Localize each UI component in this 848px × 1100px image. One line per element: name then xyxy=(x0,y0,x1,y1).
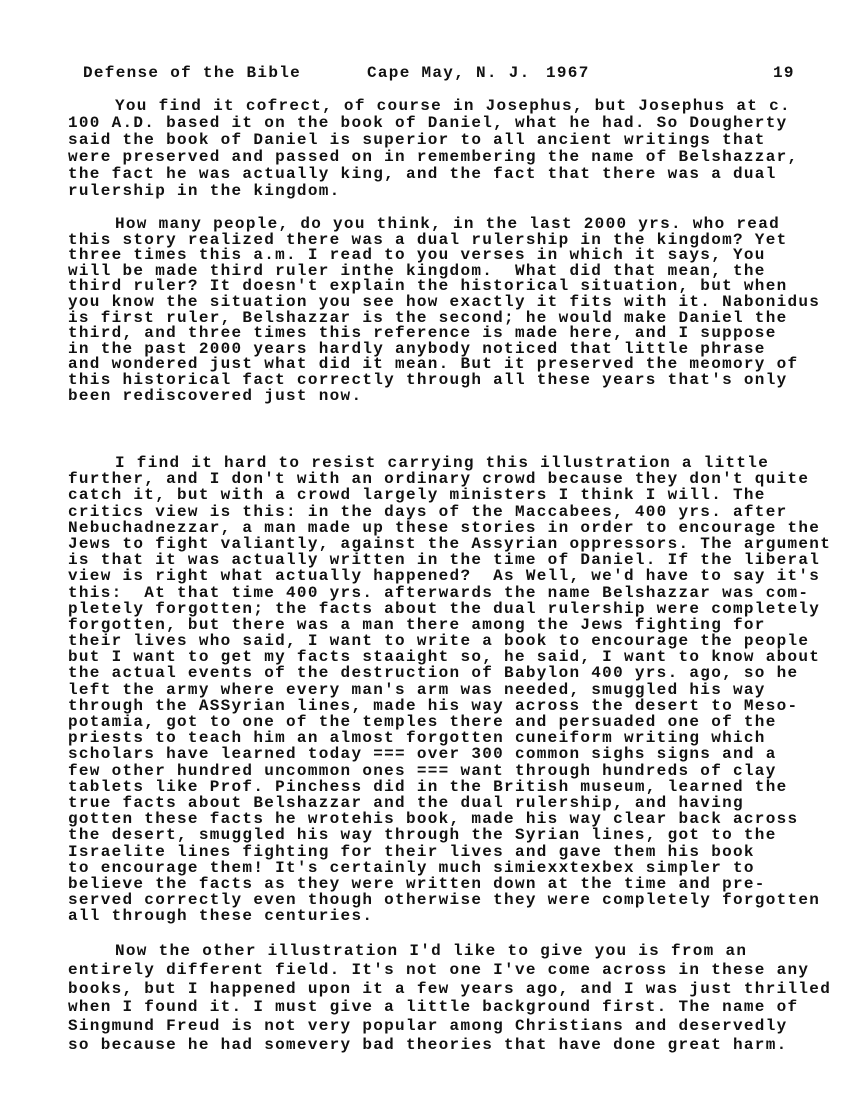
text-line: will be made third ruler inthe kingdom. What did that mean, the xyxy=(68,261,766,280)
text-line: you know the situation you see how exactly it fits with it. Nabonidus xyxy=(68,292,821,311)
text-line: I find it hard to resist carrying this illustration a little xyxy=(115,454,770,472)
header-year: 1967 xyxy=(546,64,590,82)
text-line: Jews to fight valiantly, against the Assyrian oppressors. The argument xyxy=(68,534,832,553)
text-line: served correctly even though otherwise they were completely forgotten xyxy=(68,891,821,910)
text-line: three times this a.m. I read to you verses in which it says, You xyxy=(68,246,766,265)
text-line: third, and three times this reference is made here, and I suppose xyxy=(68,324,777,343)
text-line: priests to teach him an almost forgotten cuneiform writing which xyxy=(68,729,766,748)
text-line: Singmund Freud is not very popular among Christians and deservedly xyxy=(68,1017,788,1036)
text-line: catch it, but with a crowd largely ministers I think I will. The xyxy=(68,486,766,505)
text-line: pletely forgotten; the facts about the dual rulership were completely xyxy=(68,599,821,618)
text-line: gotten these facts he wrotehis book, made his way clear back across xyxy=(68,810,799,829)
text-line: books, but I happened upon it a few years ago, and I was just thrilled xyxy=(68,979,832,998)
text-line: third ruler? It doesn't explain the historical situation, but when xyxy=(68,277,788,296)
paragraph xyxy=(68,455,831,924)
header-place: Cape May, N. J. xyxy=(367,64,531,82)
text-line: this: At that time 400 yrs. afterwards the name Belshazzar was com- xyxy=(68,583,810,602)
paragraph xyxy=(68,942,831,1055)
text-line: this historical fact correctly through all these years that's only xyxy=(68,370,788,389)
text-line: the actual events of the destruction of Babylon 400 yrs. ago, so he xyxy=(68,664,799,683)
text-line: when I found it. I must give a little background first. The name of xyxy=(68,998,799,1017)
text-line: all through these centuries. xyxy=(68,907,374,926)
text-line: forgotten, but there was a man there among the Jews fighting for xyxy=(68,615,766,634)
text-line: critics view is this: in the days of the Maccabees, 400 yrs. after xyxy=(68,502,788,521)
text-line: their lives who said, I want to write a book to encourage the people xyxy=(68,632,810,651)
text-line: You find it cofrect, of course in Josephus, but Josephus at c. xyxy=(115,97,791,115)
text-line: to encourage them! It's certainly much simiexxtexbex simpler to xyxy=(68,858,755,877)
text-line: entirely different field. It's not one I've come across in these any xyxy=(68,960,810,979)
text-line: believe the facts as they were written down at the time and pre- xyxy=(68,874,766,893)
text-line: is first ruler, Belshazzar is the second; he would make Daniel the xyxy=(68,308,788,327)
text-line: is that it was actually written in the time of Daniel. If the liberal xyxy=(68,551,821,570)
text-line: this story realized there was a dual rulership in the kingdom? Yet xyxy=(68,230,788,249)
text-line: Israelite lines fighting for their lives and gave them his book xyxy=(68,842,755,861)
text-line: tablets like Prof. Pinchess did in the British museum, learned the xyxy=(68,777,788,796)
text-line: left the army where every man's arm was needed, smuggled his way xyxy=(68,680,766,699)
text-line: and wondered just what did it mean. But it preserved the meomory of xyxy=(68,355,799,374)
text-line: the fact he was actually king, and the fact that there was a dual xyxy=(68,165,777,183)
text-line: true facts about Belshazzar and the dual rulership, and having xyxy=(68,793,744,812)
text-line: but I want to get my facts staaight so, he said, I want to know about xyxy=(68,648,821,667)
text-line: been rediscovered just now. xyxy=(68,386,363,405)
paragraph xyxy=(68,217,820,404)
text-line: 100 A.D. based it on the book of Daniel, what he had. So Dougherty xyxy=(68,114,788,132)
text-line: few other hundred uncommon ones === want through hundreds of clay xyxy=(68,761,777,780)
text-line: Nebuchadnezzar, a man made up these stories in order to encourage the xyxy=(68,518,821,537)
text-line: view is right what actually happened? As Well, we'd have to say it's xyxy=(68,567,821,586)
text-line: said the book of Daniel is superior to all ancient writings that xyxy=(68,131,766,149)
text-line: potamia, got to one of the temples there and persuaded one of the xyxy=(68,713,777,731)
text-line: in the past 2000 years hardly anybody noticed that little phrase xyxy=(68,339,766,358)
text-line: rulership in the kingdom. xyxy=(68,182,341,200)
page-number: 19 xyxy=(773,64,795,82)
text-line: were preserved and passed on in remembering the name of Belshazzar, xyxy=(68,148,799,166)
document-title: Defense of the Bible xyxy=(83,64,302,82)
text-line: so because he had somevery bad theories that have done great harm. xyxy=(68,1035,788,1054)
text-line: How many people, do you think, in the last 2000 yrs. who read xyxy=(115,215,780,233)
text-line: the desert, smuggled his way through the Syrian lines, got to the xyxy=(68,826,777,845)
paragraph xyxy=(68,98,798,200)
text-line: through the ASSyrian lines, made his way across the desert to Meso- xyxy=(68,696,799,715)
text-line: further, and I don't with an ordinary crowd because they don't quite xyxy=(68,470,810,489)
text-line: Now the other illustration I'd like to give you is from an xyxy=(115,942,748,960)
text-line: scholars have learned today === over 300 common sighs signs and a xyxy=(68,745,777,764)
